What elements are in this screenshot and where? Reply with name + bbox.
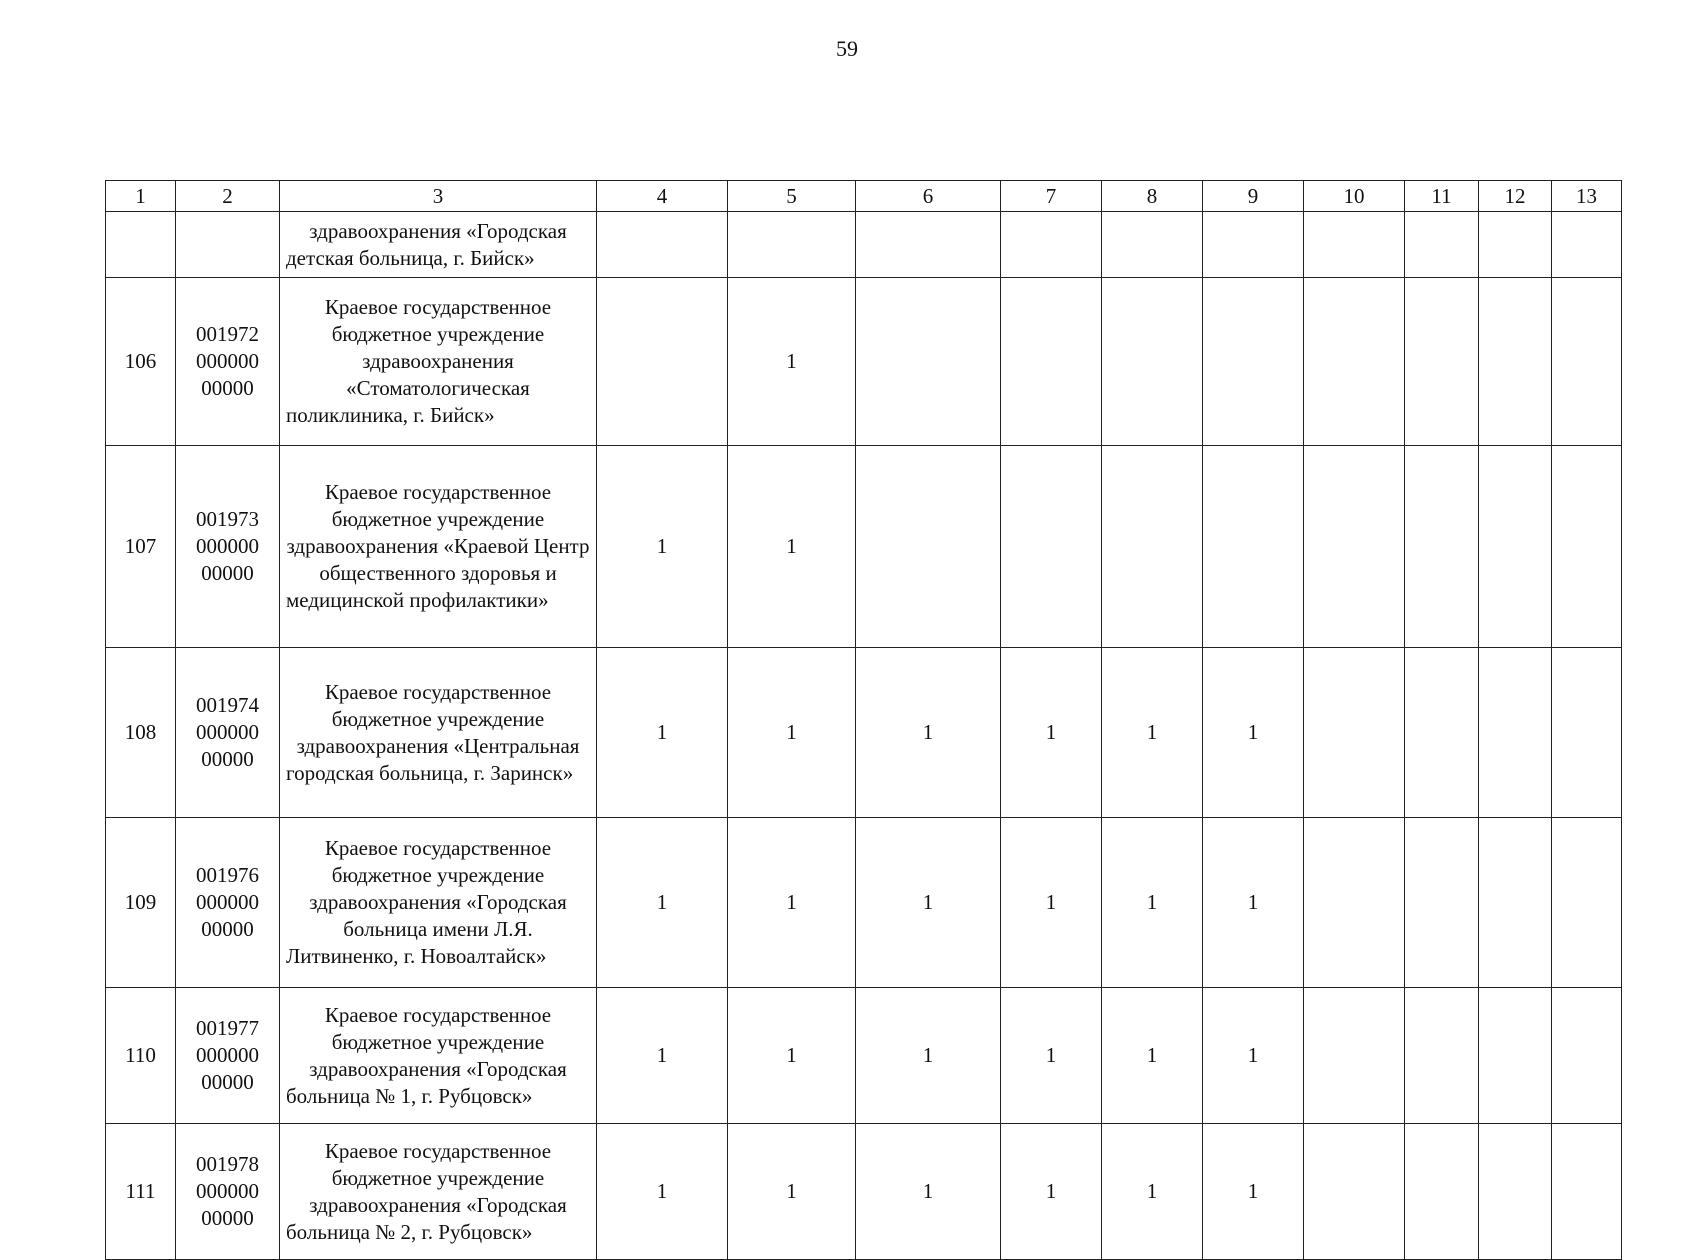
value-cell (1203, 212, 1304, 278)
column-header: 5 (728, 181, 856, 212)
table-row (106, 648, 1622, 818)
value-cell: 1 (1001, 648, 1102, 818)
institution-code-part: 001978 (196, 1152, 259, 1176)
value-cell (856, 446, 1001, 648)
value-cell (1001, 278, 1102, 446)
column-header: 2 (176, 181, 280, 212)
institution-code (176, 818, 280, 988)
header-row (106, 181, 1622, 212)
institution-code-part: 000000 (196, 1043, 259, 1067)
column-header: 1 (106, 181, 176, 212)
value-cell: 1 (1102, 988, 1203, 1124)
value-cell (1001, 446, 1102, 648)
institution-code-part: 00000 (201, 747, 254, 771)
value-cell: 1 (597, 1124, 728, 1260)
value-cell (1304, 446, 1405, 648)
value-cell (1203, 278, 1304, 446)
institution-code (176, 212, 280, 278)
value-cell (597, 212, 728, 278)
value-cell (1405, 212, 1479, 278)
value-cell: 1 (856, 1124, 1001, 1260)
institution-name: Краевое государственное бюджетное учреждение здравоохранения «Городская больница № 1, г. Рубцовск» (280, 988, 597, 1124)
value-cell: 1 (1102, 1124, 1203, 1260)
value-cell (1552, 278, 1622, 446)
institution-code-part: 000000 (196, 349, 259, 373)
value-cell (1405, 278, 1479, 446)
value-cell: 1 (597, 988, 728, 1124)
institution-code (176, 988, 280, 1124)
value-cell: 1 (1001, 988, 1102, 1124)
institution-code-part: 001973 (196, 507, 259, 531)
value-cell (1479, 648, 1552, 818)
row-number: 108 (106, 648, 176, 818)
value-cell (1102, 212, 1203, 278)
table-row (106, 446, 1622, 648)
value-cell (1405, 818, 1479, 988)
value-cell (1552, 1124, 1622, 1260)
column-header: 7 (1001, 181, 1102, 212)
value-cell: 1 (728, 818, 856, 988)
institution-code-part: 000000 (196, 534, 259, 558)
value-cell (1304, 212, 1405, 278)
institution-code-part: 000000 (196, 720, 259, 744)
value-cell: 1 (1102, 818, 1203, 988)
table-row (106, 818, 1622, 988)
value-cell: 1 (728, 1124, 856, 1260)
value-cell (1102, 278, 1203, 446)
value-cell: 1 (1203, 818, 1304, 988)
institution-code-part: 00000 (201, 917, 254, 941)
value-cell (1479, 212, 1552, 278)
institution-code-part: 001974 (196, 693, 259, 717)
value-cell: 1 (597, 446, 728, 648)
column-header: 3 (280, 181, 597, 212)
institution-name: Краевое государственное бюджетное учреждение здравоохранения «Стоматологическая поликлиника, г. Бийск» (280, 278, 597, 446)
value-cell: 1 (856, 648, 1001, 818)
institution-code (176, 278, 280, 446)
institution-code-part: 001976 (196, 863, 259, 887)
value-cell: 1 (1203, 648, 1304, 818)
institution-name: Краевое государственное бюджетное учреждение здравоохранения «Центральная городская больница, г. Заринск» (280, 648, 597, 818)
institution-code (176, 648, 280, 818)
row-number: 106 (106, 278, 176, 446)
institution-code-part: 00000 (201, 376, 254, 400)
institution-code-part: 000000 (196, 1179, 259, 1203)
institution-code (176, 446, 280, 648)
table-row (106, 1124, 1622, 1260)
page-number: 59 (836, 36, 858, 61)
column-header: 13 (1552, 181, 1622, 212)
table-body (106, 212, 1622, 1260)
value-cell (1102, 446, 1203, 648)
value-cell (1552, 446, 1622, 648)
table-row (106, 278, 1622, 446)
institution-name: Краевое государственное бюджетное учреждение здравоохранения «Городская больница № 2, г. Рубцовск» (280, 1124, 597, 1260)
institution-code (176, 1124, 280, 1260)
institution-name: здравоохранения «Городская детская больница, г. Бийск» (280, 212, 597, 278)
value-cell (1405, 648, 1479, 818)
column-header: 11 (1405, 181, 1479, 212)
value-cell (1304, 648, 1405, 818)
institution-code-part: 00000 (201, 1070, 254, 1094)
value-cell (856, 212, 1001, 278)
value-cell: 1 (1203, 988, 1304, 1124)
value-cell: 1 (1001, 818, 1102, 988)
value-cell (1405, 1124, 1479, 1260)
value-cell: 1 (856, 988, 1001, 1124)
value-cell (1552, 212, 1622, 278)
value-cell: 1 (597, 648, 728, 818)
value-cell (1479, 988, 1552, 1124)
column-header: 6 (856, 181, 1001, 212)
value-cell (1304, 278, 1405, 446)
value-cell (1552, 648, 1622, 818)
column-header: 8 (1102, 181, 1203, 212)
value-cell (1304, 988, 1405, 1124)
row-number: 111 (106, 1124, 176, 1260)
value-cell (1479, 446, 1552, 648)
institution-code-part: 00000 (201, 1206, 254, 1230)
column-header: 12 (1479, 181, 1552, 212)
value-cell (1479, 278, 1552, 446)
institution-name: Краевое государственное бюджетное учреждение здравоохранения «Городская больница имени Л.Я. Литвиненко, г. Новоалтайск» (280, 818, 597, 988)
row-number (106, 212, 176, 278)
value-cell (1405, 988, 1479, 1124)
institution-code-part: 00000 (201, 561, 254, 585)
institutions-table (105, 180, 1622, 1260)
value-cell (1479, 818, 1552, 988)
table-row (106, 212, 1622, 278)
value-cell: 1 (1001, 1124, 1102, 1260)
institution-code-part: 000000 (196, 890, 259, 914)
value-cell (1304, 1124, 1405, 1260)
row-number: 107 (106, 446, 176, 648)
value-cell: 1 (1102, 648, 1203, 818)
value-cell: 1 (1203, 1124, 1304, 1260)
row-number: 109 (106, 818, 176, 988)
value-cell: 1 (728, 446, 856, 648)
value-cell: 1 (728, 278, 856, 446)
value-cell: 1 (597, 818, 728, 988)
column-header: 9 (1203, 181, 1304, 212)
value-cell (1552, 988, 1622, 1124)
value-cell (1405, 446, 1479, 648)
value-cell (1552, 818, 1622, 988)
value-cell: 1 (856, 818, 1001, 988)
value-cell (728, 212, 856, 278)
value-cell (1304, 818, 1405, 988)
value-cell (597, 278, 728, 446)
institution-name: Краевое государственное бюджетное учреждение здравоохранения «Краевой Центр общественного здоровья и медицинской профилактики» (280, 446, 597, 648)
value-cell: 1 (728, 648, 856, 818)
institution-code-part: 001977 (196, 1016, 259, 1040)
value-cell (856, 278, 1001, 446)
value-cell (1479, 1124, 1552, 1260)
row-number: 110 (106, 988, 176, 1124)
value-cell (1203, 446, 1304, 648)
column-header: 10 (1304, 181, 1405, 212)
value-cell (1001, 212, 1102, 278)
table-row (106, 988, 1622, 1124)
column-header: 4 (597, 181, 728, 212)
value-cell: 1 (728, 988, 856, 1124)
institution-code-part: 001972 (196, 322, 259, 346)
